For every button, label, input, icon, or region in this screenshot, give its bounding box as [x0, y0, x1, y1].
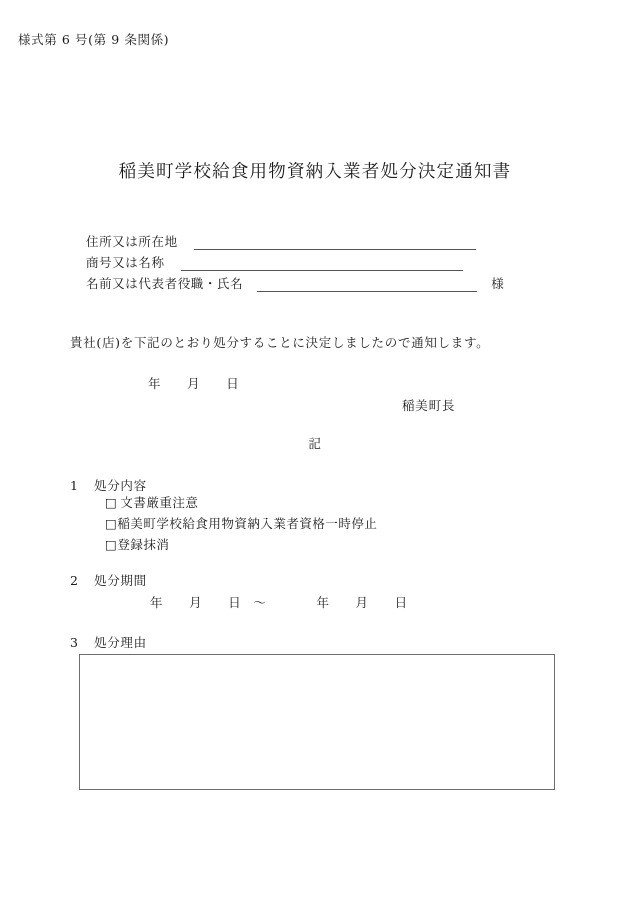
honorific-suffix: 様 — [491, 276, 505, 291]
company-name-input-line[interactable] — [181, 255, 463, 271]
section-3-heading — [70, 633, 147, 651]
penalty-type-option-list — [105, 492, 377, 555]
ki-marker: 記 — [308, 436, 322, 451]
addressee-row — [86, 251, 546, 271]
penalty-option-label: 稲美町学校給食用物資納入業者資格一時停止 — [117, 516, 378, 531]
period-range-separator: ～ — [253, 595, 267, 610]
issue-date-line — [148, 374, 239, 392]
penalty-option-suspension[interactable] — [105, 513, 377, 534]
period-from-year-label: 年 — [150, 595, 164, 610]
penalty-option-label: 文書厳重注意 — [120, 495, 199, 510]
notice-sentence: 貴社(店)を下記のとおり処分することに決定しましたので通知します。 — [70, 335, 490, 350]
penalty-option-label: 登録抹消 — [117, 537, 170, 552]
address-input-line[interactable] — [194, 234, 476, 250]
addressee-row — [86, 272, 546, 292]
issue-date-month-label: 月 — [187, 376, 201, 391]
representative-input-line[interactable] — [257, 276, 477, 292]
issue-date-year-label: 年 — [148, 376, 162, 391]
section-1-title: 処分内容 — [94, 478, 147, 493]
addressee-row — [86, 230, 546, 250]
document-title: 稲美町学校給食用物資納入業者処分決定通知書 — [118, 162, 512, 182]
penalty-period-range[interactable] — [150, 593, 408, 611]
checkbox-icon[interactable]: □ — [105, 537, 118, 552]
form-number: 様式第 6 号(第 9 条関係) — [18, 32, 170, 47]
penalty-reason-textbox[interactable] — [79, 654, 555, 790]
penalty-option-deregistration[interactable] — [105, 534, 377, 555]
issuer-name: 稲美町長 — [402, 398, 456, 413]
section-3-title: 処分理由 — [94, 635, 147, 650]
penalty-option-written-warning[interactable] — [105, 492, 377, 513]
section-2-heading — [70, 571, 147, 589]
period-from-month-label: 月 — [189, 595, 203, 610]
period-from-day-label: 日 — [228, 595, 242, 610]
period-to-day-label: 日 — [394, 595, 408, 610]
period-to-year-label: 年 — [316, 595, 330, 610]
addressee-label-representative: 名前又は代表者役職・氏名 — [86, 276, 244, 291]
issue-date-day-label: 日 — [226, 376, 240, 391]
section-3-number: 3 — [70, 635, 79, 650]
checkbox-icon[interactable]: □ — [105, 495, 118, 510]
section-2-title: 処分期間 — [94, 573, 147, 588]
period-to-month-label: 月 — [355, 595, 369, 610]
addressee-label-address: 住所又は所在地 — [86, 234, 178, 249]
section-1-number: 1 — [70, 478, 79, 493]
addressee-label-company-name: 商号又は名称 — [86, 255, 165, 270]
section-2-number: 2 — [70, 573, 79, 588]
checkbox-icon[interactable]: □ — [105, 516, 118, 531]
addressee-block — [86, 230, 546, 293]
